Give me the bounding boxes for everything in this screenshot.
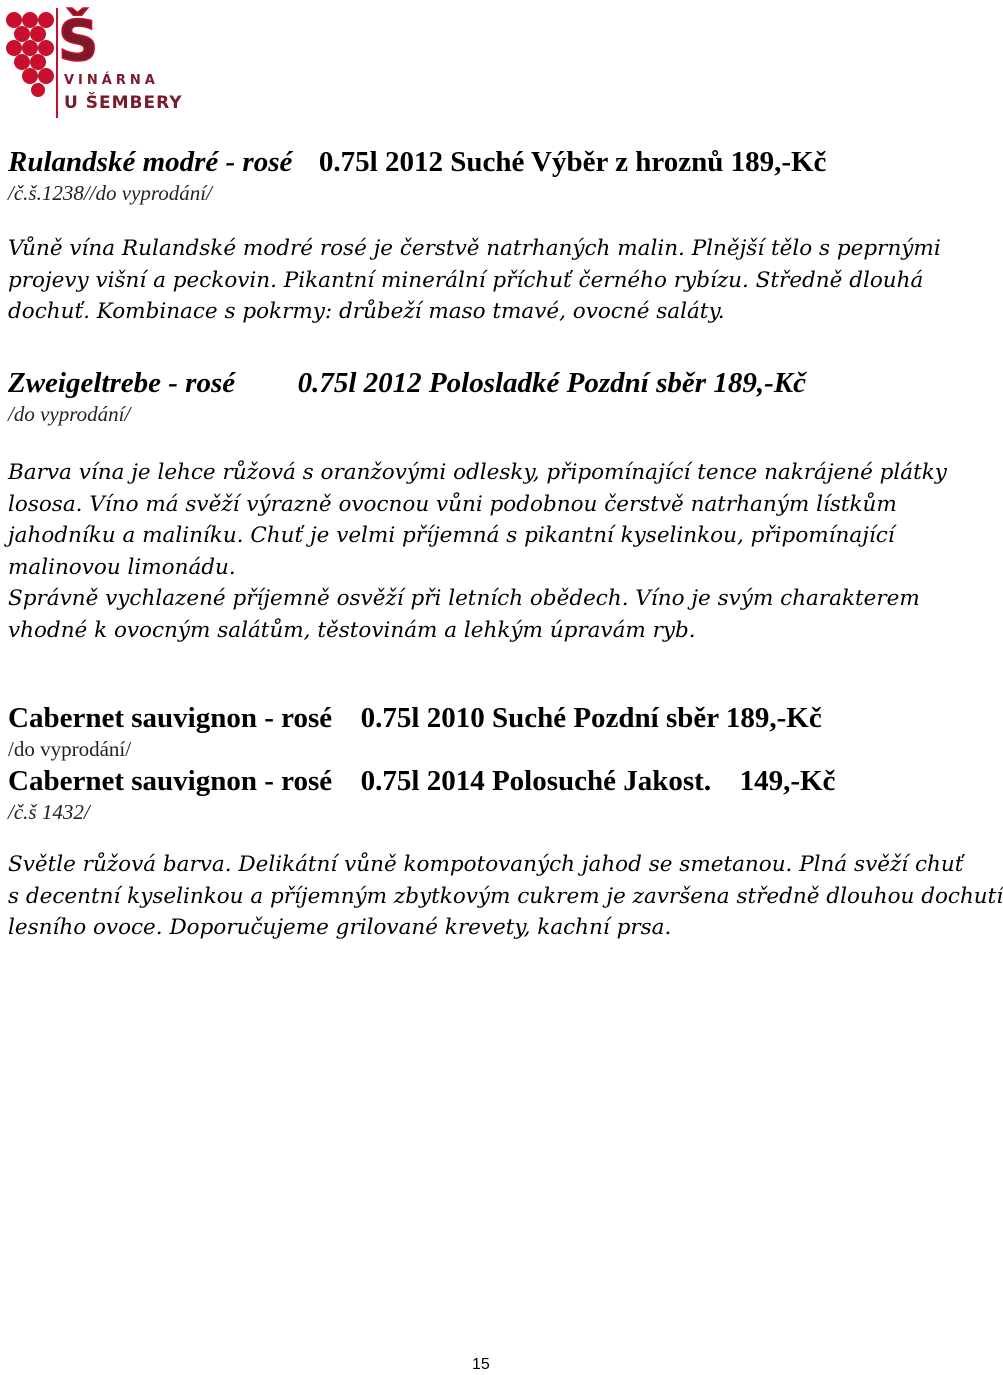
grape-cluster-icon [6,12,54,97]
wine-style-2: Pozdní sběr [573,702,719,734]
wine-year: 2012 [384,146,443,178]
wine-price: 189,-Kč [713,367,806,399]
wine-volume: 0.75l [360,765,420,797]
wine-1-note: /č.š.1238//do vyprodání/ [8,181,212,205]
wine-volume: 0.75l [297,367,357,399]
wine-style: Suché [491,702,567,734]
wine-name: Rulandské modré - rosé [8,146,293,178]
wine-price: 189,-Kč [725,702,822,734]
description-line: lesního ovoce. Doporučujeme grilované krevety, kachní prsa. [8,915,672,940]
wine-3-title [8,702,822,734]
description-line: Správně vychlazené příjemně osvěží při letních obědech. Víno je svým charakterem [8,586,920,611]
wine-1-description [8,233,941,328]
description-line: vhodné k ovocným salátům, těstovinám a lehkým úpravám ryb. [8,617,696,643]
wine-1-title [8,146,826,178]
description-line: lososa. Víno má svěží výrazně ovocnou vůni podobnou čerstvě natrhaným lístkům [8,491,897,517]
wine-4-title [8,765,835,797]
description-line: Barva vína je lehce růžová s oranžovými odlesky, připomínající tence nakrájené plátky [8,460,947,485]
wine-4-description [8,849,1003,944]
wine-2-note: /do vyprodání/ [8,402,131,426]
description-line: Vůně vína Rulandské modré rosé je čerstvě natrhaných malin. Plnější tělo s peprnými [8,236,941,261]
wine-3-note: /do vyprodání/ [8,737,132,761]
wine-year: 2014 [426,765,485,797]
wine-name: Cabernet sauvignon - rosé [8,765,333,797]
description-line: projevy višní a peckovin. Pikantní minerální příchuť černého rybízu. Středně dlouhá [8,267,924,293]
logo-line-1: VINÁRNA [64,73,159,88]
logo-line-2: U ŠEMBERY [64,93,183,113]
wine-2-title [8,367,806,399]
wine-style: Polosuché Jakost. [491,765,712,797]
description-line: jahodníku a maliníku. Chuť je velmi příjemná s pikantní kyselinkou, připomínající [8,523,895,548]
description-line: malinovou limonádu. [8,554,236,580]
page-number: 15 [472,1356,490,1373]
logo-monogram: Š [58,9,99,74]
wine-2-description [8,457,947,646]
wine-volume: 0.75l [360,702,420,734]
wine-year: 2012 [363,367,422,399]
wine-year: 2010 [426,702,485,734]
wine-price: 149,-Kč [739,765,836,797]
wine-style-2: Pozdní sběr [566,367,707,399]
description-line: s decentní kyselinkou a příjemným zbytkovým cukrem je završena středně dlouhou dochutí [8,883,1003,909]
vinarna-logo [0,0,183,122]
wine-price: 189,-Kč [730,146,827,178]
description-line: dochuť. Kombinace s pokrmy: drůbeží maso tmavé, ovocné saláty. [8,299,725,324]
wine-volume: 0.75l [318,146,378,178]
wine-name: Cabernet sauvignon - rosé [8,702,333,734]
wine-4-note: /č.š 1432/ [8,800,90,824]
wine-style: Polosladké [428,367,560,399]
wine-name: Zweigeltrebe - rosé [8,367,236,399]
wine-style: Suché Výběr z hroznů [450,146,724,178]
logo-divider [56,8,58,118]
description-line: Světle růžová barva. Delikátní vůně kompotovaných jahod se smetanou. Plná svěží chuť [8,852,964,877]
